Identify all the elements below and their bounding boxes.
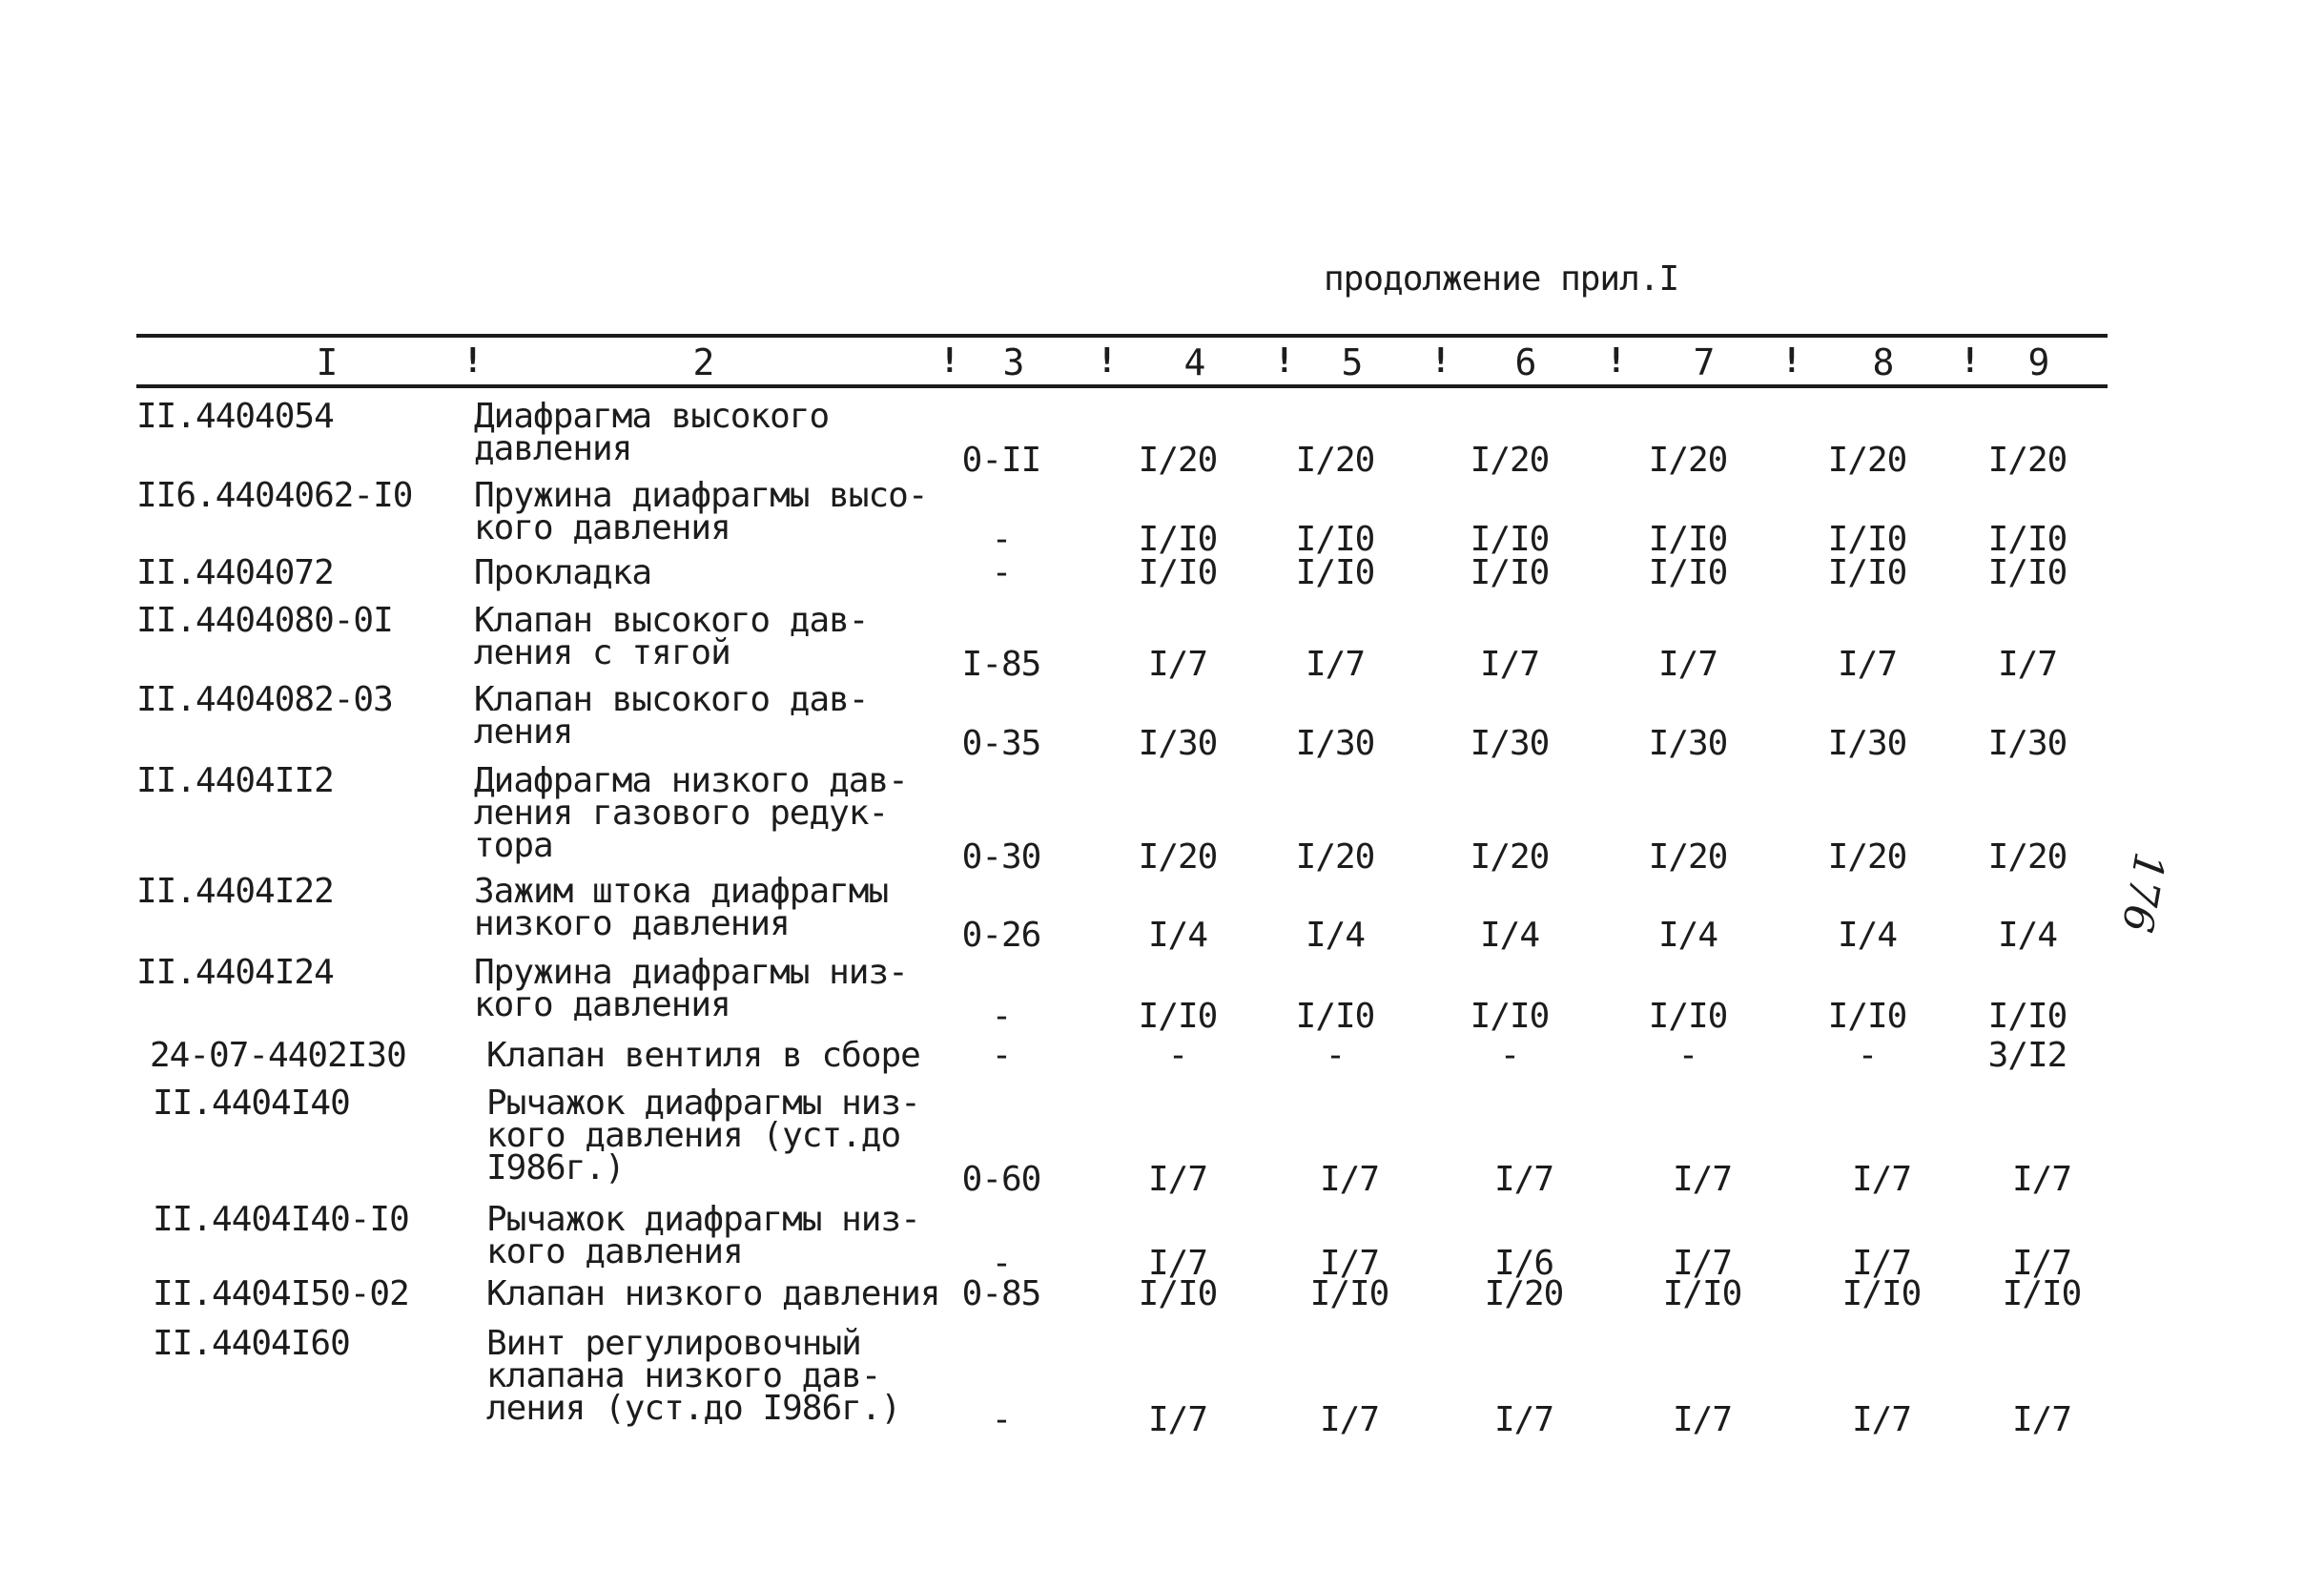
value-col-6: I/6	[1493, 1244, 1554, 1283]
part-name-line: тора	[474, 826, 553, 865]
column-header-9: 9	[2027, 341, 2050, 383]
part-name-line: кого давления (уст.до	[486, 1116, 901, 1155]
value-col-4: I/20	[1138, 441, 1218, 480]
part-name-line: кого давления	[474, 985, 730, 1024]
part-name-line: Винт регулировочный	[486, 1324, 861, 1363]
part-name-line: Диафрагма высокого	[474, 397, 830, 436]
part-name-line: ления с тягой	[474, 633, 730, 672]
value-col-6: I/30	[1470, 724, 1550, 763]
value-col-8: I/7	[1851, 1244, 1912, 1283]
part-name	[474, 953, 908, 1024]
value-col-3: 0-30	[961, 837, 1041, 877]
column-separator: !	[1960, 341, 1981, 381]
value-col-5: I/4	[1305, 916, 1366, 955]
value-col-5: I/I0	[1295, 553, 1375, 592]
value-col-6: I/7	[1493, 1400, 1554, 1439]
value-col-3: -	[991, 1036, 1012, 1075]
value-col-7: I/7	[1672, 1244, 1733, 1283]
value-col-7: I/7	[1672, 1160, 1733, 1199]
value-col-9: I/I0	[2002, 1274, 2082, 1313]
column-header-3: 3	[1002, 341, 1025, 383]
value-col-5: I/I0	[1295, 997, 1375, 1036]
column-separator: !	[1097, 341, 1118, 381]
part-name	[474, 553, 652, 592]
value-col-5: I/7	[1305, 645, 1366, 684]
part-name-line: I986г.)	[486, 1148, 625, 1187]
value-col-8: I/7	[1851, 1400, 1912, 1439]
part-name-line: Рычажок диафрагмы низ-	[486, 1200, 920, 1239]
part-name-line: ления	[474, 712, 573, 752]
value-col-4: I/30	[1138, 724, 1218, 763]
value-col-9: I/30	[1987, 724, 2067, 763]
part-code: II6.4404062-I0	[136, 476, 413, 515]
value-col-7: I/4	[1657, 916, 1718, 955]
value-col-9: I/I0	[1987, 520, 2067, 559]
part-name	[474, 476, 928, 547]
column-header-4: 4	[1183, 341, 1206, 383]
column-separator: !	[1781, 341, 1802, 381]
value-col-4: I/7	[1147, 1400, 1208, 1439]
value-col-7: I/I0	[1648, 520, 1728, 559]
value-col-3: -	[991, 520, 1012, 559]
value-col-7: I/7	[1657, 645, 1718, 684]
part-name-line: клапана низкого дав-	[486, 1356, 881, 1395]
value-col-6: I/20	[1470, 441, 1550, 480]
value-col-4: I/I0	[1138, 553, 1218, 592]
part-name-line: ления (уст.до I986г.)	[486, 1389, 901, 1428]
value-col-9: I/20	[1987, 837, 2067, 877]
value-col-5: I/7	[1319, 1400, 1380, 1439]
value-col-7: I/I0	[1662, 1274, 1742, 1313]
value-col-6: I/I0	[1470, 553, 1550, 592]
column-header-7: 7	[1693, 341, 1716, 383]
value-col-6: I/7	[1493, 1160, 1554, 1199]
value-col-3: 0-60	[961, 1160, 1041, 1199]
part-name	[486, 1036, 920, 1075]
value-col-7: -	[1677, 1036, 1698, 1075]
part-code: II.4404054	[136, 397, 334, 436]
value-col-3: -	[991, 553, 1012, 592]
value-col-5: I/20	[1295, 441, 1375, 480]
part-name-line: Клапан высокого дав-	[474, 680, 869, 719]
value-col-5: I/7	[1319, 1244, 1380, 1283]
value-col-4: I/7	[1147, 1244, 1208, 1283]
value-col-6: I/I0	[1470, 520, 1550, 559]
value-col-5: -	[1325, 1036, 1346, 1075]
column-header-2: 2	[692, 341, 715, 383]
column-separator: !	[1274, 341, 1295, 381]
column-header-8: 8	[1872, 341, 1895, 383]
part-name-line: низкого давления	[474, 904, 790, 943]
part-code: II.4404I22	[136, 872, 334, 911]
part-code: II.4404II2	[136, 761, 334, 800]
value-col-3: 0-85	[961, 1274, 1041, 1313]
part-name-line: Диафрагма низкого дав-	[474, 761, 908, 800]
part-name	[474, 680, 869, 752]
part-name	[474, 761, 908, 865]
value-col-4: I/4	[1147, 916, 1208, 955]
part-code: II.4404080-0I	[136, 601, 393, 640]
value-col-8: I/20	[1827, 837, 1907, 877]
value-col-4: -	[1167, 1036, 1188, 1075]
value-col-3: 0-26	[961, 916, 1041, 955]
value-col-6: -	[1499, 1036, 1520, 1075]
value-col-8: I/I0	[1827, 997, 1907, 1036]
value-col-9: I/I0	[1987, 997, 2067, 1036]
part-code: II.4404082-03	[136, 680, 393, 719]
value-col-6: I/20	[1484, 1274, 1564, 1313]
value-col-3: 0-II	[961, 441, 1041, 480]
margin-page-number: 176	[2111, 848, 2174, 937]
value-col-7: I/I0	[1648, 997, 1728, 1036]
value-col-7: I/20	[1648, 837, 1728, 877]
value-col-5: I/30	[1295, 724, 1375, 763]
part-code: II.4404I40	[153, 1084, 350, 1123]
part-name-line: кого давления	[486, 1232, 743, 1271]
value-col-4: I/I0	[1138, 520, 1218, 559]
value-col-8: I/7	[1851, 1160, 1912, 1199]
value-col-6: I/20	[1470, 837, 1550, 877]
caption: продолжение прил.I	[1324, 259, 1679, 299]
part-name	[474, 872, 889, 943]
part-name-line: Зажим штока диафрагмы	[474, 872, 889, 911]
value-col-8: I/I0	[1827, 553, 1907, 592]
value-col-9: I/7	[2011, 1400, 2072, 1439]
column-header-5: 5	[1341, 341, 1364, 383]
part-name	[486, 1274, 940, 1313]
value-col-3: -	[991, 1400, 1012, 1439]
value-col-3: I-85	[961, 645, 1041, 684]
part-name-line: кого давления	[474, 508, 730, 547]
value-col-3: 0-35	[961, 724, 1041, 763]
value-col-9: I/4	[1997, 916, 2058, 955]
value-col-6: I/I0	[1470, 997, 1550, 1036]
value-col-5: I/I0	[1309, 1274, 1389, 1313]
value-col-8: I/7	[1837, 645, 1898, 684]
column-separator: !	[1606, 341, 1627, 381]
value-col-8: I/4	[1837, 916, 1898, 955]
value-col-9: I/I0	[1987, 553, 2067, 592]
value-col-6: I/7	[1479, 645, 1540, 684]
value-col-9: I/20	[1987, 441, 2067, 480]
part-code: II.4404I60	[153, 1324, 350, 1363]
value-col-8: I/I0	[1827, 520, 1907, 559]
value-col-8: -	[1857, 1036, 1878, 1075]
value-col-4: I/20	[1138, 837, 1218, 877]
part-name-line: Пружина диафрагмы низ-	[474, 953, 908, 992]
table-top-rule	[136, 334, 2108, 338]
table-header-rule	[136, 384, 2108, 388]
value-col-9: I/7	[2011, 1160, 2072, 1199]
value-col-5: I/20	[1295, 837, 1375, 877]
part-name	[486, 1324, 901, 1428]
value-col-8: I/I0	[1841, 1274, 1922, 1313]
part-name	[486, 1084, 920, 1187]
column-header-1: I	[316, 341, 339, 383]
value-col-4: I/I0	[1138, 1274, 1218, 1313]
value-col-9: I/7	[1997, 645, 2058, 684]
part-name-line: Клапан вентиля в сборе	[486, 1036, 920, 1075]
value-col-5: I/I0	[1295, 520, 1375, 559]
value-col-7: I/30	[1648, 724, 1728, 763]
part-name-line: давления	[474, 429, 632, 468]
part-name	[474, 397, 830, 468]
part-name-line: ления газового редук-	[474, 794, 889, 833]
part-code: II.4404I24	[136, 953, 334, 992]
part-name	[474, 601, 869, 672]
value-col-7: I/7	[1672, 1400, 1733, 1439]
value-col-5: I/7	[1319, 1160, 1380, 1199]
value-col-4: I/7	[1147, 1160, 1208, 1199]
column-separator: !	[463, 341, 483, 381]
value-col-9: I/7	[2011, 1244, 2072, 1283]
part-code: 24-07-4402I30	[150, 1036, 406, 1075]
value-col-8: I/30	[1827, 724, 1907, 763]
column-separator: !	[939, 341, 960, 381]
part-code: II.4404I50-02	[153, 1274, 409, 1313]
part-code: II.4404I40-I0	[153, 1200, 409, 1239]
part-name	[486, 1200, 920, 1271]
value-col-9: 3/I2	[1987, 1036, 2067, 1075]
column-separator: !	[1430, 341, 1451, 381]
part-code: II.4404072	[136, 553, 334, 592]
value-col-7: I/I0	[1648, 553, 1728, 592]
value-col-3: -	[991, 1244, 1012, 1283]
value-col-4: I/I0	[1138, 997, 1218, 1036]
part-name-line: Пружина диафрагмы высо-	[474, 476, 928, 515]
value-col-8: I/20	[1827, 441, 1907, 480]
value-col-7: I/20	[1648, 441, 1728, 480]
value-col-4: I/7	[1147, 645, 1208, 684]
part-name-line: Клапан высокого дав-	[474, 601, 869, 640]
value-col-6: I/4	[1479, 916, 1540, 955]
column-header-6: 6	[1514, 341, 1537, 383]
value-col-3: -	[991, 997, 1012, 1036]
part-name-line: Рычажок диафрагмы низ-	[486, 1084, 920, 1123]
part-name-line: Клапан низкого давления	[486, 1274, 940, 1313]
part-name-line: Прокладка	[474, 553, 652, 592]
